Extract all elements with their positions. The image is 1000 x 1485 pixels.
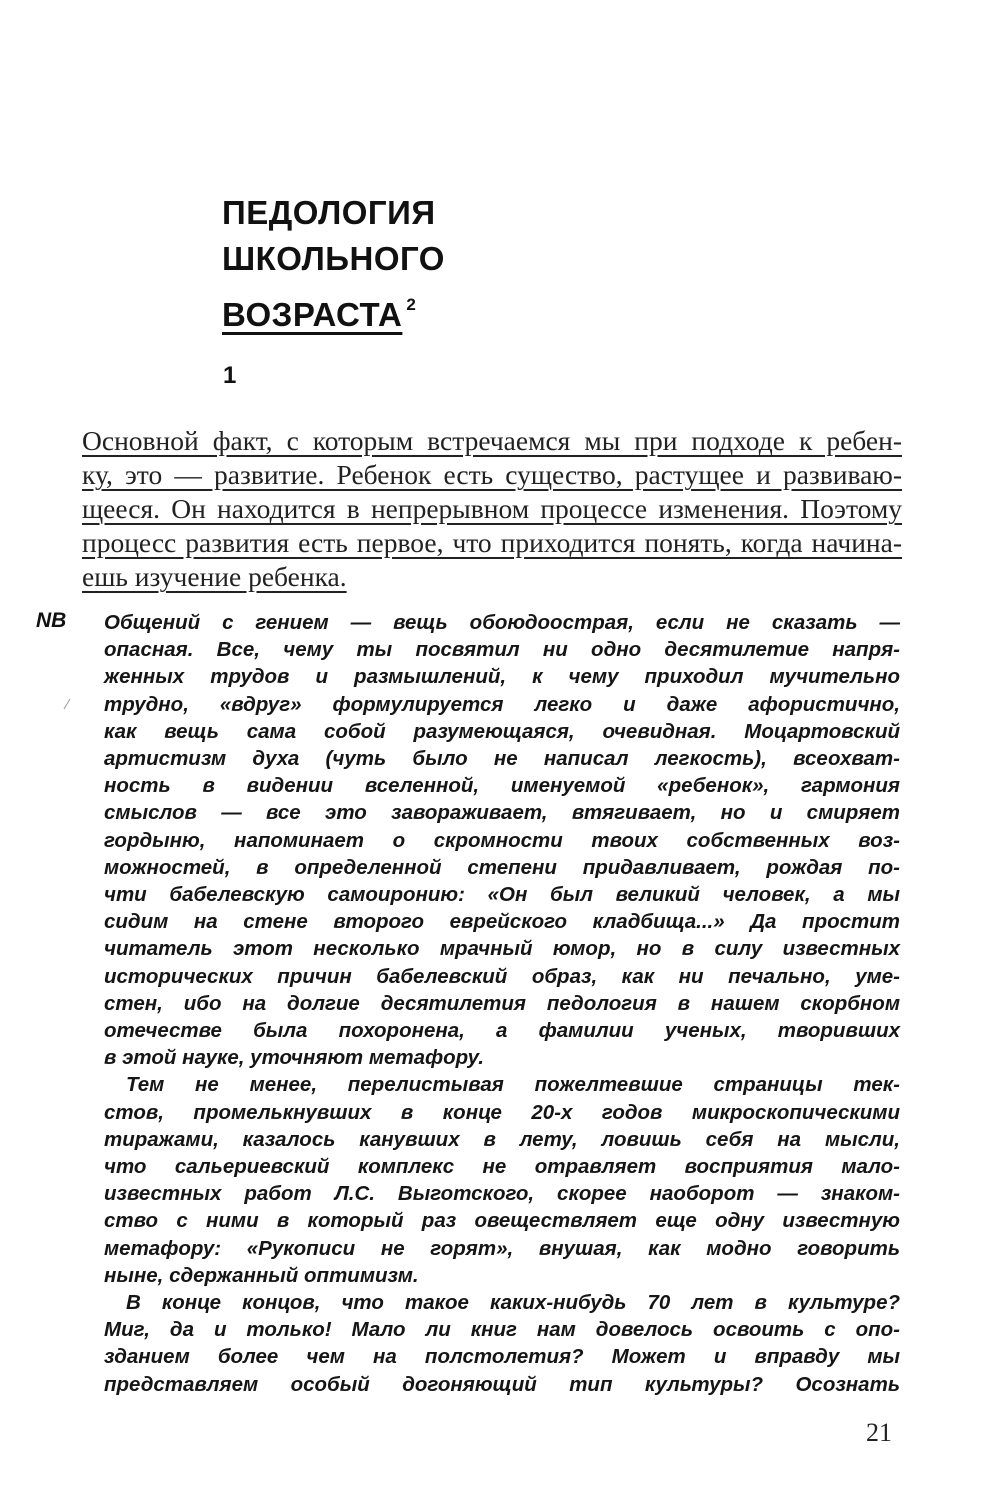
intro-line: ку, это — развитие. Ребенок есть существо, растущее и развиваю- [82, 459, 902, 490]
nb-line: известных работ Л.С. Выготского, скорее наоборот — знаком- [104, 1182, 900, 1206]
nb-line: в этой науке, уточняют метафору. [104, 1046, 484, 1070]
nb-line: ность в видении вселенной, именуемой «ребенок», гармония [104, 774, 900, 798]
nb-line: стов, промелькнувших в конце 20-х годов микроскопическими [104, 1100, 900, 1124]
nb-line: артистизм духа (чуть было не написал легкость), всеохват- [104, 747, 900, 771]
chapter-title [222, 190, 445, 338]
chapter-title-line-2: ШКОЛЬНОГО [222, 240, 445, 277]
nb-line: можностей, в определенной степени придавливает, рождая по- [104, 855, 900, 879]
intro-paragraph [82, 424, 902, 594]
nb-line: представляем особый догоняющий тип культуры? Осознать [104, 1372, 900, 1396]
nb-label: NB [36, 609, 67, 632]
nb-commentary [104, 609, 900, 1398]
nb-line: ство с ними в который раз овеществляет еще одну известную [104, 1209, 900, 1233]
nb-line: Миг, да и только! Мало ли книг нам довелось освоить с опо- [104, 1318, 900, 1342]
chapter-title-line-3-text: ВОЗРАСТА [222, 296, 403, 333]
nb-line: сидим на стене второго еврейского кладбища...» Да простит [104, 910, 900, 934]
nb-line: трудно, «вдруг» формулируется легко и даже афористично, [104, 692, 900, 716]
nb-line: что сальериевский комплекс не отравляет восприятия мало- [104, 1155, 900, 1179]
nb-line: стен, ибо на долгие десятилетия педология в нашем скорбном [104, 991, 900, 1015]
pencil-mark-icon [62, 698, 72, 710]
nb-line: исторических причин бабелевский образ, как ни печально, уме- [104, 964, 900, 988]
nb-line: Тем не менее, перелистывая пожелтевшие страницы тек- [126, 1073, 900, 1097]
nb-line: гордыню, напоминает о скромности твоих собственных воз- [104, 828, 900, 852]
chapter-title-line-1: ПЕДОЛОГИЯ [222, 194, 436, 231]
nb-line: женных трудов и размышлений, к чему приходил мучительно [104, 665, 900, 689]
footnote-reference: 2 [406, 295, 417, 314]
chapter-title-line-3 [222, 282, 445, 338]
nb-line: смыслов — все это завораживает, втягивает, но и смиряет [104, 801, 900, 825]
page-number: 21 [866, 1418, 892, 1447]
intro-line: Основной факт, с которым встречаемся мы при подходе к ребен- [82, 425, 902, 456]
nb-line: метафору: «Рукописи не горят», внушая, как модно говорить [104, 1236, 900, 1260]
nb-line: чти бабелевскую самоиронию: «Он был великий человек, а мы [104, 883, 900, 907]
section-number: 1 [223, 362, 237, 389]
nb-line: тиражами, казалось канувших в лету, ловишь себя на мысли, [104, 1127, 900, 1151]
nb-line: как вещь сама собой разумеющаяся, очевидная. Моцартовский [104, 719, 900, 743]
nb-line: зданием более чем на полстолетия? Может и вправду мы [104, 1345, 900, 1369]
intro-line: ешь изучение ребенка. [82, 561, 347, 592]
nb-line: отечестве была похоронена, а фамилии ученых, творивших [104, 1019, 900, 1043]
nb-line: читатель этот несколько мрачный юмор, но в силу известных [104, 937, 900, 961]
nb-line: В конце концов, что такое каких-нибудь 70 лет в культуре? [126, 1291, 900, 1315]
intro-line: процесс развития есть первое, что приходится понять, когда начина- [82, 527, 902, 558]
nb-line: опасная. Все, чему ты посвятил ни одно десятилетие напря- [104, 638, 900, 662]
intro-line: щееся. Он находится в непрерывном процессе изменения. Поэтому [82, 493, 902, 524]
nb-line: Общений с гением — вещь обоюдоострая, если не сказать — [104, 611, 900, 634]
nb-line: ныне, сдержанный оптимизм. [104, 1263, 419, 1287]
